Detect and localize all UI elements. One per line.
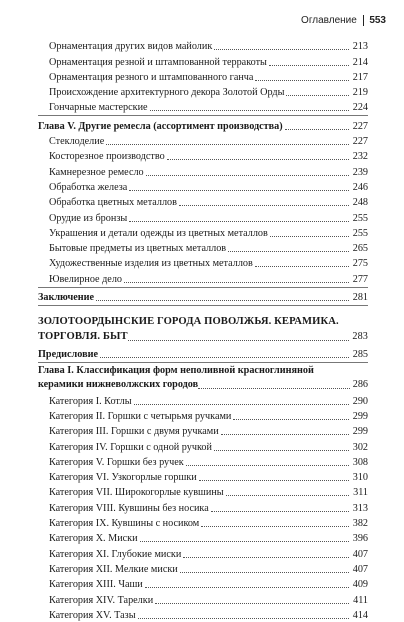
running-header	[301, 13, 386, 27]
toc-entry[interactable]	[38, 255, 368, 270]
toc-entry-page: 213	[352, 41, 368, 53]
leader-dots	[179, 205, 349, 206]
toc-entry-page: 255	[352, 227, 368, 239]
toc-entry-title: Категория IX. Кувшины с носиком	[49, 518, 200, 530]
leader-dots	[255, 266, 349, 267]
leader-dots	[145, 587, 349, 588]
leader-dots	[255, 80, 349, 81]
toc-chapter-5[interactable]	[38, 117, 368, 132]
leader-dots	[226, 495, 349, 496]
toc-entry[interactable]	[38, 163, 368, 178]
toc-entry-title: Категория VII. Широкогорлые кувшины	[49, 487, 224, 499]
toc-entry-page: 214	[352, 56, 368, 68]
leader-dots	[124, 282, 349, 283]
leader-dots	[285, 129, 349, 130]
header-section-title: Оглавление	[301, 14, 357, 26]
toc-entry[interactable]	[38, 225, 368, 240]
toc-entry[interactable]	[38, 484, 368, 499]
toc-conclusion-page: 281	[352, 292, 368, 304]
toc-entry-title: Категория X. Миски	[49, 533, 138, 545]
toc-part-title-line2: ТОРГОВЛЯ. БЫТ	[38, 331, 128, 343]
leader-dots	[198, 388, 350, 389]
leader-dots	[214, 450, 349, 451]
toc-entry-page: 411	[353, 594, 368, 606]
toc-entry-title: Художественные изделия из цветных металлов	[49, 258, 253, 270]
toc-entry-title: Происхождение архитектурного декора Золотой Орды	[49, 87, 285, 99]
toc-entry-page: 409	[352, 579, 368, 591]
leader-dots	[129, 190, 349, 191]
toc-preface-title: Предисловие	[38, 349, 98, 361]
leader-dots	[140, 541, 349, 542]
toc-entry[interactable]	[38, 84, 368, 99]
toc-entry-title: Камнерезное ремесло	[49, 166, 144, 178]
toc-entry-page: 407	[352, 548, 368, 560]
toc-entry-page: 299	[352, 410, 368, 422]
toc-entry-title: Орудие из бронзы	[49, 212, 128, 224]
leader-dots	[199, 480, 349, 481]
leader-dots	[150, 110, 349, 111]
toc-entry[interactable]	[38, 469, 368, 484]
divider	[38, 115, 368, 116]
leader-dots	[180, 572, 349, 573]
toc-entry-page: 219	[352, 87, 368, 99]
toc-entry[interactable]	[38, 209, 368, 224]
toc-entry[interactable]	[38, 194, 368, 209]
toc-part-heading[interactable]	[38, 314, 368, 344]
leader-dots	[106, 144, 349, 145]
toc-preface[interactable]	[38, 346, 368, 361]
toc-entry-page: 248	[352, 197, 368, 209]
toc-entry[interactable]	[38, 591, 368, 606]
toc-entry[interactable]	[38, 438, 368, 453]
leader-dots	[228, 251, 349, 252]
leader-dots	[183, 557, 349, 558]
spacer	[38, 307, 368, 314]
toc-entry[interactable]	[38, 270, 368, 285]
toc-entry-page: 310	[352, 472, 368, 484]
toc-preface-page: 285	[352, 349, 368, 361]
toc-chapter-1[interactable]	[38, 364, 368, 392]
toc-entry[interactable]	[38, 53, 368, 68]
leader-dots	[214, 49, 349, 50]
toc-entry[interactable]	[38, 133, 368, 148]
toc-entry[interactable]	[38, 392, 368, 407]
divider	[38, 362, 368, 363]
toc-entry-title: Категория V. Горшки без ручек	[49, 456, 184, 468]
toc-entry-title: Орнаментация резной и штампованной терракоты	[49, 56, 267, 68]
toc-entry-title: Категория I. Котлы	[49, 395, 132, 407]
toc-entry-page: 232	[352, 151, 368, 163]
toc-entry-page: 407	[352, 563, 368, 575]
toc-entry[interactable]	[38, 545, 368, 560]
toc-entry-page: 290	[352, 395, 368, 407]
leader-dots	[270, 236, 349, 237]
toc-entry-page: 227	[352, 136, 368, 148]
toc-entry-page: 265	[352, 243, 368, 255]
toc-entry-page: 224	[352, 102, 368, 114]
toc-entry-page: 414	[352, 609, 368, 621]
divider	[38, 305, 368, 306]
leader-dots	[134, 404, 349, 405]
header-separator	[363, 15, 365, 26]
toc-entry-page: 299	[352, 426, 368, 438]
toc-entry-page: 255	[352, 212, 368, 224]
leader-dots	[286, 95, 349, 96]
toc-entry-title: Обработка цветных металлов	[49, 197, 177, 209]
leader-dots	[128, 340, 350, 341]
toc-entry-page: 275	[352, 258, 368, 270]
toc-entry-page: 217	[352, 71, 368, 83]
toc-chapter-page: 227	[352, 120, 368, 132]
toc-conclusion[interactable]	[38, 289, 368, 304]
toc-entry[interactable]	[38, 561, 368, 576]
toc-entry-title: Ювелирное дело	[49, 273, 122, 285]
leader-dots	[155, 603, 349, 604]
toc-chapter-page: 286	[352, 379, 368, 391]
leader-dots	[233, 419, 349, 420]
toc-entry-title: Бытовые предметы из цветных металлов	[49, 243, 227, 255]
toc-entry[interactable]	[38, 530, 368, 545]
toc-entry[interactable]	[38, 454, 368, 469]
toc-entry-page: 311	[353, 487, 368, 499]
leader-dots	[201, 526, 349, 527]
toc-entry-page: 277	[352, 273, 368, 285]
toc-entry-page: 313	[352, 502, 368, 514]
leader-dots	[100, 357, 349, 358]
leader-dots	[129, 221, 349, 222]
toc-entry[interactable]	[38, 179, 368, 194]
leader-dots	[138, 618, 349, 619]
toc-entry[interactable]	[38, 408, 368, 423]
leader-dots	[96, 300, 349, 301]
toc-entry-title: Косторезное производство	[49, 151, 165, 163]
toc-entry[interactable]	[38, 38, 368, 53]
toc-entry-title: Украшения и детали одежды из цветных металлов	[49, 227, 268, 239]
toc-entry-title: Обработка железа	[49, 181, 128, 193]
toc-entry-title: Категория VI. Узкогорлые горшки	[49, 472, 197, 484]
toc-entry-title: Гончарные мастерские	[49, 102, 148, 114]
leader-dots	[221, 434, 349, 435]
leader-dots	[186, 465, 349, 466]
toc-entry-title: Категория XI. Глубокие миски	[49, 548, 182, 560]
toc-entry-title: Категория XIV. Тарелки	[49, 594, 154, 606]
toc-entry-page: 308	[352, 456, 368, 468]
leader-dots	[211, 511, 349, 512]
toc-chapter-title-line1: Глава I. Классификация форм неполивной красноглиняной	[38, 365, 314, 377]
toc-entry-page: 246	[352, 181, 368, 193]
toc-entry-title: Категория III. Горшки с двумя ручками	[49, 426, 219, 438]
toc-entry-page: 239	[352, 166, 368, 178]
toc-entry-title: Стеклоделие	[49, 136, 105, 148]
toc-entry-title: Категория II. Горшки с четырьмя ручками	[49, 410, 232, 422]
toc-entry-title: Категория XII. Мелкие миски	[49, 563, 178, 575]
toc-conclusion-title: Заключение	[38, 292, 94, 304]
toc-entry[interactable]	[38, 423, 368, 438]
toc-chapter-title: Глава V. Другие ремесла (ассортимент производства)	[38, 120, 283, 132]
toc-entry-page: 382	[352, 518, 368, 530]
toc-entry[interactable]	[38, 499, 368, 514]
toc-entry[interactable]	[38, 69, 368, 84]
toc-part-page: 283	[352, 331, 368, 343]
toc-entry[interactable]	[38, 607, 368, 622]
toc-entry[interactable]	[38, 99, 368, 114]
table-of-contents	[38, 38, 368, 622]
divider	[38, 287, 368, 288]
toc-part-title-line1: ЗОЛОТООРДЫНСКИЕ ГОРОДА ПОВОЛЖЬЯ. КЕРАМИКА.	[38, 316, 339, 328]
leader-dots	[269, 65, 349, 66]
toc-entry-title: Категория XIII. Чаши	[49, 579, 143, 591]
toc-entry[interactable]	[38, 515, 368, 530]
leader-dots	[167, 159, 349, 160]
header-page-number: 553	[369, 14, 386, 26]
toc-chapter-title-line2: керамики нижневолжских городов	[38, 379, 199, 391]
toc-entry-title: Орнаментация других видов майолик	[49, 41, 213, 53]
leader-dots	[146, 175, 349, 176]
toc-entry[interactable]	[38, 240, 368, 255]
toc-entry-title: Категория XV. Тазы	[49, 609, 136, 621]
toc-entry-page: 302	[352, 441, 368, 453]
toc-entry-page: 396	[352, 533, 368, 545]
toc-entry-title: Категория IV. Горшки с одной ручкой	[49, 441, 212, 453]
toc-entry-title: Категория VIII. Кувшины без носика	[49, 502, 209, 514]
toc-entry-title: Орнаментация резного и штампованного ганча	[49, 71, 254, 83]
toc-entry[interactable]	[38, 576, 368, 591]
toc-entry[interactable]	[38, 148, 368, 163]
